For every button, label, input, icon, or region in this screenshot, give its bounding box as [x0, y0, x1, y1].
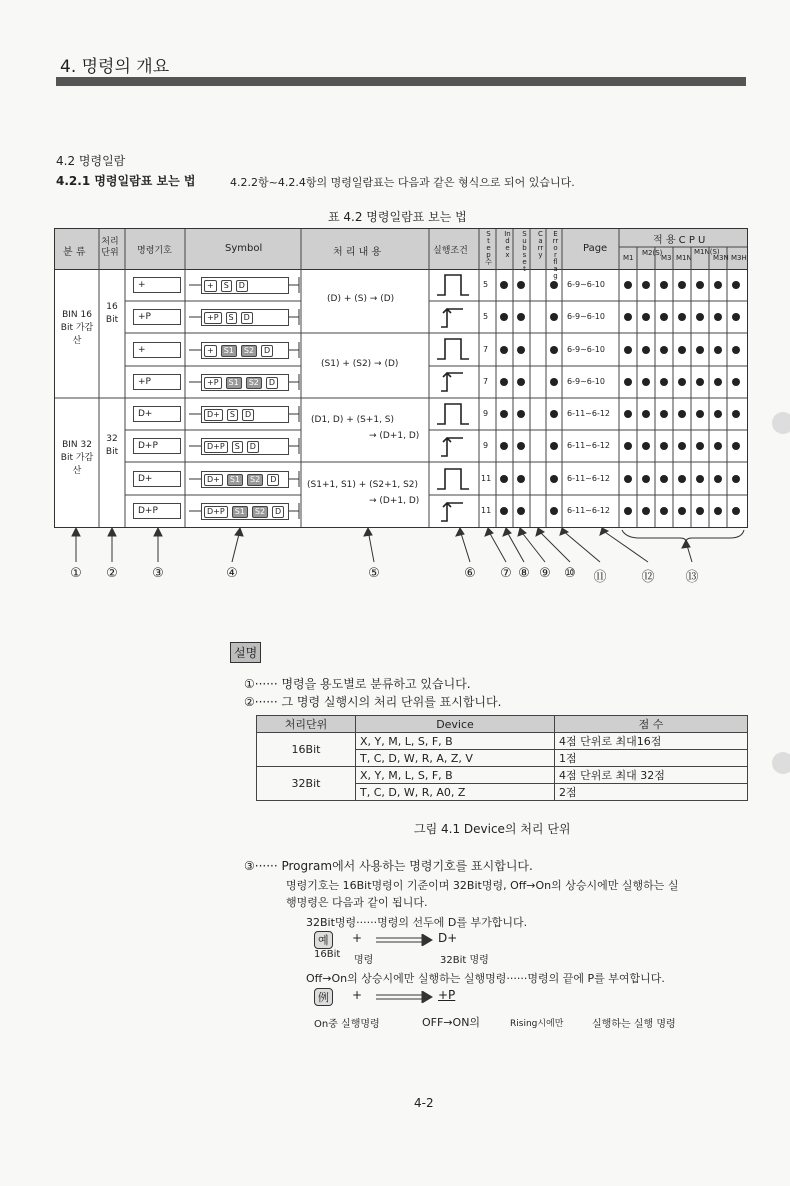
mnemonic-row-4: +P [133, 374, 181, 390]
process-3a: (D1, D) + (S+1, S) [311, 415, 395, 425]
callout-12: ⑫ [641, 570, 655, 585]
availability-dot [660, 475, 668, 483]
symbol-op: D+ [204, 474, 223, 486]
device-header-points: 점 수 [555, 716, 748, 733]
availability-dot [500, 442, 508, 450]
availability-dot [500, 378, 508, 386]
device-header-unit: 처리단위 [257, 716, 356, 733]
symbol-operand: D [242, 409, 254, 421]
mnemonic-row-5: D+ [133, 406, 181, 422]
header-cpu-m3h: M3H [731, 254, 747, 262]
page-row-5: 6-11~6-12 [567, 409, 611, 418]
points-cell: 2점 [555, 784, 748, 801]
mnemonic-row-2: +P [133, 309, 181, 325]
header-step: Step수 [485, 230, 492, 266]
steps-row-2: 5 [483, 312, 489, 321]
header-subset: Subset [522, 230, 527, 273]
symbol-op: +P [204, 377, 222, 389]
symbol-op: D+ [204, 409, 223, 421]
availability-dot [678, 442, 686, 450]
page-row-4: 6-9~6-10 [567, 377, 605, 386]
group-1-class: BIN 16 Bit 가감산 [60, 310, 94, 346]
availability-dot [517, 410, 525, 418]
page-row-7: 6-11~6-12 [567, 474, 611, 483]
page-row-1: 6-9~6-10 [567, 280, 605, 289]
availability-dot [500, 313, 508, 321]
symbol-operand: S1 [226, 377, 242, 389]
header-cpu-m1: M1 [623, 254, 634, 262]
example-2-d: OFF→ON의 [422, 1016, 481, 1029]
availability-dot [642, 410, 650, 418]
availability-dot [732, 346, 740, 354]
availability-dot [500, 410, 508, 418]
steps-row-1: 5 [483, 280, 489, 289]
device-unit-32: 32Bit [257, 767, 356, 801]
group-2-class: BIN 32 Bit 가감산 [60, 440, 94, 476]
availability-dot [624, 346, 632, 354]
example-2-a: + [352, 988, 363, 1002]
availability-dot [714, 378, 722, 386]
process-2: (S1) + (S2) → (D) [321, 359, 399, 369]
availability-dot [642, 442, 650, 450]
page-row-6: 6-11~6-12 [567, 441, 611, 450]
example-2-c: On중 실행명령 [314, 1019, 380, 1030]
callout-6: ⑥ [464, 566, 476, 581]
symbol-row-4 [201, 374, 289, 391]
header-cpu-m1n: M1N [676, 254, 692, 262]
availability-dot [696, 475, 704, 483]
availability-dot [660, 507, 668, 515]
header-symbol: Symbol [225, 243, 263, 254]
symbol-operand: D [236, 280, 248, 292]
availability-dot [660, 378, 668, 386]
availability-dot [678, 475, 686, 483]
symbol-operand: S [226, 312, 237, 324]
symbol-operand: S2 [241, 345, 257, 357]
device-unit-16: 16Bit [257, 733, 356, 767]
symbol-operand: D [261, 345, 273, 357]
header-cpu-m3: M3 [661, 254, 672, 262]
callout-2: ② [106, 566, 118, 581]
device-cell: X, Y, M, L, S, F, B [356, 733, 555, 750]
explain-item-2: ②······ 그 명령 실행시의 처리 단위를 표시합니다. [244, 695, 502, 709]
header-class: 분 류 [63, 247, 86, 258]
example-1-c: 16Bit [314, 949, 341, 960]
availability-dot [517, 313, 525, 321]
section-4-2: 4.2 명령일람 [56, 154, 126, 168]
example-2-label: 例 [314, 988, 333, 1006]
availability-dot [550, 442, 558, 450]
symbol-operand: S2 [247, 474, 263, 486]
example-1-b: D+ [438, 931, 458, 945]
availability-dot [660, 442, 668, 450]
availability-dot [732, 378, 740, 386]
steps-row-6: 9 [483, 441, 489, 450]
device-table-caption: 그림 4.1 Device의 처리 단위 [414, 822, 571, 836]
mnemonic-row-6: D+P [133, 438, 181, 454]
example-1-label: 예 [314, 931, 333, 949]
explain-label: 설명 [230, 642, 261, 663]
callout-4: ④ [226, 566, 238, 581]
header-carry: Carry [537, 230, 544, 259]
item3-line3: 32Bit명령······명령의 선두에 D를 부가합니다. [306, 916, 528, 929]
availability-dot [696, 410, 704, 418]
availability-dot [732, 281, 740, 289]
instruction-table [54, 228, 748, 528]
symbol-row-1 [201, 277, 289, 294]
group-2-unit: 32 Bit [105, 434, 119, 457]
header-cpu-m3n: M3N [713, 254, 729, 262]
item3-line1: 명령기호는 16Bit명령이 기준이며 32Bit명령, Off→On의 상승시에만 실행하는 실 [286, 879, 679, 892]
availability-dot [624, 313, 632, 321]
symbol-operand: S2 [246, 377, 262, 389]
availability-dot [500, 281, 508, 289]
availability-dot [550, 410, 558, 418]
symbol-op: D+P [204, 441, 228, 453]
item3-line2: 행명령은 다음과 같이 됩니다. [286, 896, 428, 909]
section-4-2-1-text: 4.2.2항~4.2.4항의 명령일람표는 다음과 같은 형식으로 되어 있습니다. [230, 176, 575, 189]
device-cell: T, C, D, W, R, A, Z, V [356, 750, 555, 767]
availability-dot [500, 346, 508, 354]
callout-8: ⑧ [518, 566, 530, 581]
callout-1: ① [70, 566, 82, 581]
availability-dot [696, 442, 704, 450]
availability-dot [642, 313, 650, 321]
availability-dot [714, 475, 722, 483]
header-unit: 처리단위 [101, 237, 119, 258]
header-process: 처 리 내 용 [333, 247, 382, 258]
availability-dot [550, 507, 558, 515]
availability-dot [624, 378, 632, 386]
availability-dot [678, 313, 686, 321]
section-4-2-1-title: 4.2.1 명령일람표 보는 법 [56, 174, 196, 188]
mnemonic-row-1: + [133, 277, 181, 293]
steps-row-5: 9 [483, 409, 489, 418]
availability-dot [517, 378, 525, 386]
availability-dot [696, 346, 704, 354]
points-cell: 1점 [555, 750, 748, 767]
group-1-unit: 16 Bit [105, 302, 119, 325]
callout-5: ⑤ [368, 566, 380, 581]
symbol-row-8 [201, 503, 289, 520]
device-header-device: Device [356, 716, 555, 733]
item3-line4: Off→On의 상승시에만 실행하는 실행명령······명령의 끝에 P를 부여합니다. [306, 972, 665, 985]
availability-dot [732, 410, 740, 418]
header-cpu: 적 용 C P U [653, 235, 706, 246]
availability-dot [714, 313, 722, 321]
steps-row-4: 7 [483, 377, 489, 386]
process-3b: → (D+1, D) [369, 431, 420, 441]
symbol-row-2 [201, 309, 289, 326]
symbol-op: +P [204, 312, 222, 324]
availability-dot [517, 442, 525, 450]
availability-dot [642, 378, 650, 386]
availability-dot [624, 410, 632, 418]
availability-dot [660, 313, 668, 321]
availability-dot [696, 281, 704, 289]
chapter-rule [56, 77, 746, 86]
device-cell: T, C, D, W, R, A0, Z [356, 784, 555, 801]
availability-dot [517, 507, 525, 515]
availability-dot [714, 410, 722, 418]
availability-dot [732, 313, 740, 321]
availability-dot [732, 507, 740, 515]
item3-head: ③······ Program에서 사용하는 명령기호를 표시합니다. [244, 859, 533, 873]
symbol-operand: D [241, 312, 253, 324]
device-cell: X, Y, M, L, S, F, B [356, 767, 555, 784]
symbol-operand: D [267, 474, 279, 486]
availability-dot [642, 346, 650, 354]
availability-dot [714, 281, 722, 289]
symbol-row-5 [201, 406, 289, 423]
availability-dot [550, 378, 558, 386]
availability-dot [678, 507, 686, 515]
availability-dot [500, 475, 508, 483]
availability-dot [732, 475, 740, 483]
steps-row-7: 11 [481, 474, 492, 483]
availability-dot [517, 281, 525, 289]
symbol-operand: S1 [227, 474, 243, 486]
page-row-8: 6-11~6-12 [567, 506, 611, 515]
availability-dot [678, 281, 686, 289]
example-2-f: 실행하는 실행 명령 [592, 1019, 676, 1030]
availability-dot [678, 410, 686, 418]
callout-3: ③ [152, 566, 164, 581]
symbol-operand: D [266, 377, 278, 389]
symbol-operand: S2 [252, 506, 268, 518]
symbol-operand: S [227, 409, 238, 421]
availability-dot [550, 281, 558, 289]
availability-dot [500, 507, 508, 515]
page-row-2: 6-9~6-10 [567, 312, 605, 321]
availability-dot [714, 507, 722, 515]
table-caption: 표 4.2 명령일람표 보는 법 [328, 210, 467, 224]
symbol-op: + [204, 280, 217, 292]
punch-hole [772, 752, 790, 774]
process-4a: (S1+1, S1) + (S2+1, S2) [307, 480, 419, 490]
symbol-operand: S [221, 280, 232, 292]
mnemonic-row-7: D+ [133, 471, 181, 487]
availability-dot [517, 475, 525, 483]
mnemonic-row-3: + [133, 342, 181, 358]
punch-hole [772, 412, 790, 434]
arrow-icon [374, 991, 434, 1003]
header-page: Page [583, 243, 608, 254]
symbol-op: + [204, 345, 217, 357]
header-index: Index [504, 230, 511, 259]
header-exec: 실행조건 [433, 246, 468, 256]
symbol-operand: D [272, 506, 284, 518]
header-cpu-m2s: M2(S) [642, 249, 663, 257]
symbol-row-3 [201, 342, 289, 359]
mnemonic-row-8: D+P [133, 503, 181, 519]
example-1-d: 명령 [354, 955, 374, 966]
availability-dot [732, 442, 740, 450]
symbol-op: D+P [204, 506, 228, 518]
process-1: (D) + (S) → (D) [327, 294, 395, 304]
availability-dot [550, 346, 558, 354]
device-table [256, 715, 748, 801]
callout-7: ⑦ [500, 566, 512, 581]
steps-row-8: 11 [481, 506, 492, 515]
availability-dot [714, 346, 722, 354]
header-mnemonic: 명령기호 [137, 246, 172, 256]
availability-dot [642, 507, 650, 515]
callout-10: ⑩ [564, 566, 576, 581]
callout-9: ⑨ [539, 566, 551, 581]
availability-dot [696, 378, 704, 386]
availability-dot [550, 313, 558, 321]
availability-dot [624, 442, 632, 450]
symbol-operand: S1 [221, 345, 237, 357]
availability-dot [696, 507, 704, 515]
points-cell: 4점 단위로 최대 32점 [555, 767, 748, 784]
example-2-e: Rising시에만 [510, 1019, 564, 1029]
symbol-operand: D [247, 441, 259, 453]
symbol-row-6 [201, 438, 289, 455]
availability-dot [660, 281, 668, 289]
chapter-title: 4. 명령의 개요 [60, 57, 170, 77]
steps-row-3: 7 [483, 345, 489, 354]
availability-dot [660, 410, 668, 418]
symbol-operand: S [232, 441, 243, 453]
example-2-b: +P [438, 988, 456, 1002]
availability-dot [624, 475, 632, 483]
availability-dot [624, 281, 632, 289]
process-4b: → (D+1, D) [369, 496, 420, 506]
symbol-row-7 [201, 471, 289, 488]
page-row-3: 6-9~6-10 [567, 345, 605, 354]
availability-dot [517, 346, 525, 354]
availability-dot [660, 346, 668, 354]
example-1-a: + [352, 931, 363, 945]
symbol-operand: S1 [232, 506, 248, 518]
availability-dot [642, 475, 650, 483]
availability-dot [550, 475, 558, 483]
header-cpu-m1ns: M1N(S) [694, 248, 720, 256]
availability-dot [678, 378, 686, 386]
callout-13: ⑬ [685, 570, 699, 585]
availability-dot [624, 507, 632, 515]
points-cell: 4점 단위로 최대16점 [555, 733, 748, 750]
header-error: Error flag [552, 230, 559, 280]
availability-dot [714, 442, 722, 450]
availability-dot [696, 313, 704, 321]
availability-dot [642, 281, 650, 289]
availability-dot [678, 346, 686, 354]
example-1-e: 32Bit 명령 [440, 955, 489, 966]
arrow-icon [374, 934, 434, 946]
callout-11: ⑪ [593, 570, 607, 585]
explain-item-1: ①······ 명령을 용도별로 분류하고 있습니다. [244, 677, 471, 691]
page-number: 4-2 [414, 1096, 434, 1110]
